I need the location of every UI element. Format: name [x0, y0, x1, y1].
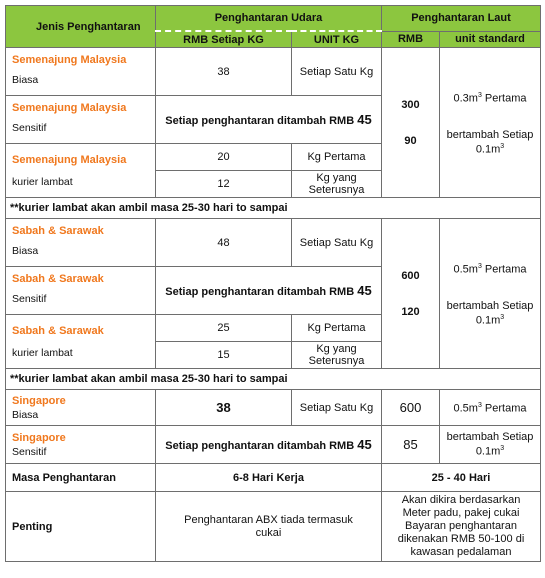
masa-air: 6-8 Hari Kerja	[156, 464, 382, 492]
sea-next-rate: 85	[382, 426, 440, 464]
air-unit: Setiap Satu Kg	[292, 390, 382, 426]
label-cell	[6, 315, 156, 369]
air-rate: 48	[156, 219, 292, 267]
label-cell	[6, 219, 156, 267]
region-name: Singapore	[12, 431, 66, 444]
rates-table-container	[5, 5, 540, 562]
type-label: Sensitif	[12, 293, 47, 305]
air-rate-next: 12	[156, 171, 292, 198]
header-sea-rmb: RMB	[382, 31, 440, 48]
header-sea-title: Penghantaran Laut	[382, 6, 541, 32]
type-label: Sensitif	[12, 122, 47, 134]
label-cell	[6, 96, 156, 144]
sea-first-rate: 600	[401, 269, 420, 282]
masa-sea: 25 - 40 Hari	[382, 464, 541, 492]
label-cell	[6, 267, 156, 315]
region-name: Semenajung Malaysia	[12, 102, 127, 114]
region-name: Sabah & Sarawak	[12, 324, 104, 337]
air-unit-first: Kg Pertama	[292, 144, 382, 171]
region-name: Semenajung Malaysia	[12, 153, 127, 166]
sea-next-unit: bertambah Setiap $0.1m^3$	[440, 426, 541, 464]
masa-label: Masa Penghantaran	[6, 464, 156, 492]
air-rate-next: 15	[156, 342, 292, 369]
type-label: Biasa	[12, 245, 39, 257]
header-air-title: Penghantaran Udara	[156, 6, 382, 32]
air-unit-first: Kg Pertama	[292, 315, 382, 342]
sea-next-unit: bertambah Setiap $0.1m^3$	[446, 128, 534, 156]
row-singapore-biasa	[6, 390, 541, 426]
sea-unit-cell	[440, 48, 541, 198]
sea-unit-cell	[440, 219, 541, 369]
label-cell	[6, 426, 156, 464]
shipping-rates-table	[5, 5, 541, 562]
extra-charge: Setiap penghantaran ditambah RMB 45	[156, 426, 382, 464]
sea-first-unit: $0.5m^3$ Pertama	[453, 262, 527, 276]
sea-rate-cell	[382, 48, 440, 198]
type-label: Biasa	[12, 74, 39, 86]
sea-next-rate: 120	[401, 305, 420, 318]
air-unit: Setiap Satu Kg	[292, 48, 382, 96]
row-note	[6, 369, 541, 390]
sea-rate-cell	[382, 219, 440, 369]
extra-charge: Setiap penghantaran ditambah RMB 45	[156, 267, 382, 315]
region-name: Semenajung Malaysia	[12, 54, 127, 66]
sea-first-rate: 300	[401, 98, 420, 111]
row-masa	[6, 464, 541, 492]
header-air-rmb: RMB Setiap KG	[156, 31, 292, 48]
label-cell	[6, 390, 156, 426]
note-text: **kurier lambat akan ambil masa 25-30 hari to sampai	[6, 198, 541, 219]
air-unit-next: Kg yang Seterusnya	[292, 342, 382, 369]
header-air-unit: UNIT KG	[292, 31, 382, 48]
row-singapore-sensitif	[6, 426, 541, 464]
region-name: Sabah & Sarawak	[12, 225, 104, 237]
row-note	[6, 198, 541, 219]
sea-next-rate: 90	[404, 134, 417, 147]
air-rate-first: 25	[156, 315, 292, 342]
note-text: **kurier lambat akan ambil masa 25-30 hari to sampai	[6, 369, 541, 390]
type-label: Sensitif	[12, 445, 47, 458]
region-name: Sabah & Sarawak	[12, 273, 104, 285]
penting-sea: Akan dikira berdasarkan Meter padu, pakej cukai Bayaran penghantaran dikenakan RMB 50-100 di kawasan pedalaman	[382, 492, 541, 562]
type-label: kurier lambat	[12, 175, 73, 188]
row-sabah-biasa	[6, 219, 541, 267]
air-unit: Setiap Satu Kg	[292, 219, 382, 267]
type-label: kurier lambat	[12, 346, 73, 359]
header-sea-unit: unit standard	[440, 31, 541, 48]
penting-air: Penghantaran ABX tiada termasuk cukai	[156, 492, 382, 562]
air-rate: 38	[156, 390, 292, 426]
air-rate-first: 20	[156, 144, 292, 171]
extra-charge: Setiap penghantaran ditambah RMB 45	[156, 96, 382, 144]
air-rate: 38	[156, 48, 292, 96]
air-unit-next: Kg yang Seterusnya	[292, 171, 382, 198]
sea-first-unit: $0.3m^3$ Pertama	[453, 91, 527, 105]
header-jenis: Jenis Penghantaran	[6, 6, 156, 48]
row-penting	[6, 492, 541, 562]
label-cell	[6, 144, 156, 198]
sea-first-rate: 600	[382, 390, 440, 426]
region-name: Singapore	[12, 394, 66, 407]
label-cell	[6, 48, 156, 96]
sea-first-unit: $0.5m^3$ Pertama	[440, 390, 541, 426]
row-semenajung-biasa	[6, 48, 541, 96]
type-label: Biasa	[12, 408, 39, 421]
sea-next-unit: bertambah Setiap $0.1m^3$	[446, 299, 534, 327]
penting-label: Penting	[6, 492, 156, 562]
